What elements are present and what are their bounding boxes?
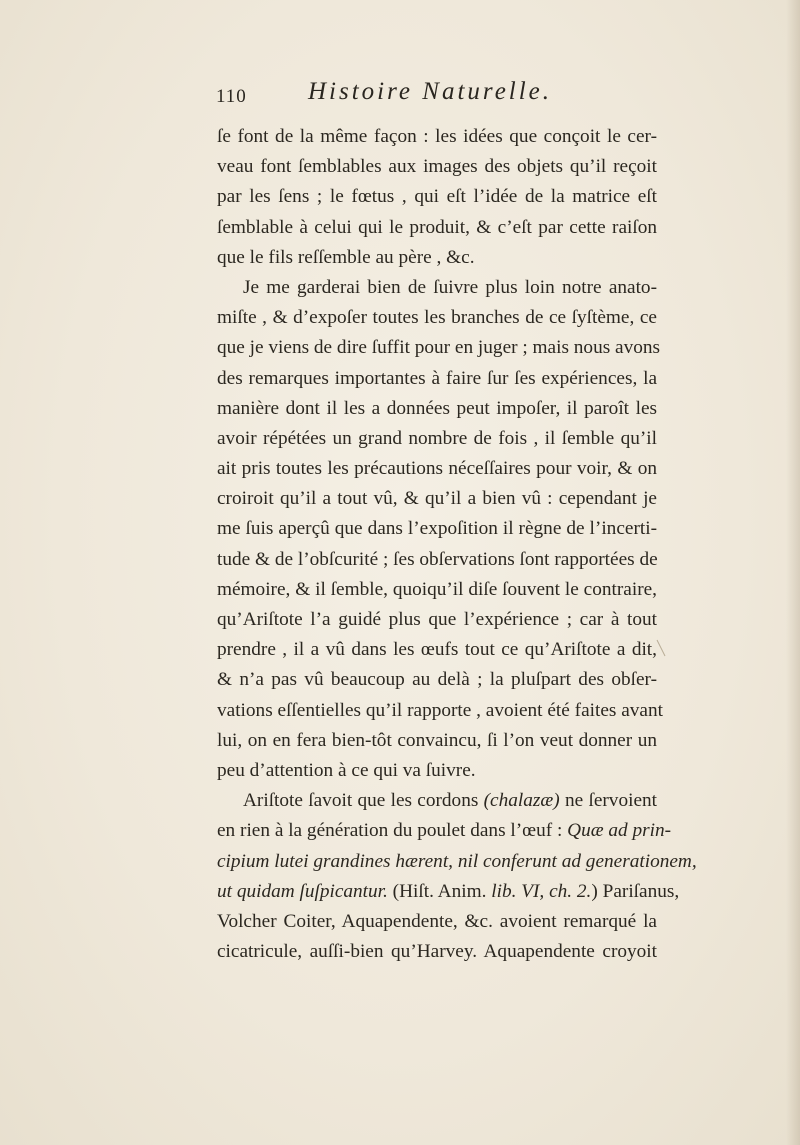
latin-quote: ut quidam ſuſpicantur. bbox=[217, 880, 388, 902]
text-line: croiroit qu’il a tout vû, & qu’il a bien vû : cependant je bbox=[217, 488, 657, 510]
citation: (Hiſt. Anim. bbox=[387, 880, 492, 902]
text-line: ait pris toutes les précautions néceſſaires pour voir, & on bbox=[217, 458, 657, 480]
text-line bbox=[217, 816, 672, 846]
text-line bbox=[217, 786, 657, 816]
text-line: des remarques importantes à faire ſur ſes expériences, la bbox=[217, 367, 657, 389]
text-line: Volcher Coiter, Aquapendente, &c. avoient remarqué la bbox=[217, 910, 657, 932]
text-line: mémoire, & il ſemble, quoiqu’il diſe ſouvent le contraire, bbox=[217, 578, 657, 600]
latin-quote: cipium lutei grandines hærent, nil conferunt ad generationem, bbox=[217, 850, 697, 872]
latin-term: (chalazæ) bbox=[483, 790, 560, 812]
text-line: qu’Ariſtote l’a guidé plus que l’expérience ; car à tout bbox=[217, 609, 657, 630]
text-line: avoir répétées un grand nombre de fois , il ſemble qu’il bbox=[217, 427, 657, 449]
text-line: par les ſens ; le fœtus , qui eſt l’idée de la matrice eſt bbox=[217, 186, 657, 208]
text-line: cicatricule, auſſi-bien qu’Harvey. Aquapendente croyoit bbox=[217, 941, 657, 963]
page-header bbox=[216, 78, 676, 118]
latin-quote: Quæ ad prin- bbox=[567, 820, 672, 842]
text-line: que je viens de dire ſuffit pour en juger ; mais nous avons bbox=[217, 337, 661, 359]
text-line: me ſuis aperçû que dans l’expoſition il règne de l’incerti- bbox=[217, 518, 657, 540]
text-line bbox=[217, 877, 680, 907]
text-line: prendre , il a vû dans les œufs tout ce qu’Ariſtote a dit, bbox=[217, 639, 657, 661]
text-line: veau font ſemblables aux images des objets qu’il reçoit bbox=[217, 156, 657, 178]
text-line: manière dont il les a données peut impoſer, il paroît les bbox=[217, 397, 657, 419]
text-line: peu d’attention à ce qui va ſuivre. bbox=[217, 759, 476, 781]
text-run: ne ſervoient bbox=[559, 790, 657, 812]
text-line: lui, on en fera bien-tôt convaincu, ſi l’on veut donner un bbox=[217, 729, 657, 751]
page-edge-shadow bbox=[786, 0, 800, 1145]
text-line: tude & de l’obſcurité ; ſes obſervations ſont rapportées de bbox=[217, 548, 658, 570]
text-line: vations eſſentielles qu’il rapporte , avoient été faites avant bbox=[217, 699, 663, 721]
text-run: ) Pariſanus, bbox=[591, 880, 680, 902]
text-line: Je me garderai bien de ſuivre plus loin notre anato- bbox=[243, 276, 657, 298]
body-text bbox=[217, 122, 697, 967]
text-run: en rien à la génération du poulet dans l’œuf : bbox=[217, 820, 568, 842]
running-title: Histoire Naturelle. bbox=[308, 78, 553, 105]
page-number: 110 bbox=[216, 86, 247, 107]
text-run: Ariſtote ſavoit que les cordons bbox=[243, 790, 484, 812]
ink-mark-icon bbox=[655, 638, 667, 658]
citation-reference: lib. VI, ch. 2. bbox=[491, 880, 592, 902]
text-line: & n’a pas vû beaucoup au delà ; la pluſpart des obſer- bbox=[217, 669, 657, 691]
text-line: ſe font de la même façon : les idées que conçoit le cer- bbox=[217, 126, 657, 147]
text-line: que le fils reſſemble au père , &c. bbox=[217, 246, 475, 268]
text-line: ſemblable à celui qui le produit, & c’eſt par cette raiſon bbox=[217, 216, 657, 238]
text-line: miſte , & d’expoſer toutes les branches de ce ſyſtème, ce bbox=[217, 307, 657, 329]
